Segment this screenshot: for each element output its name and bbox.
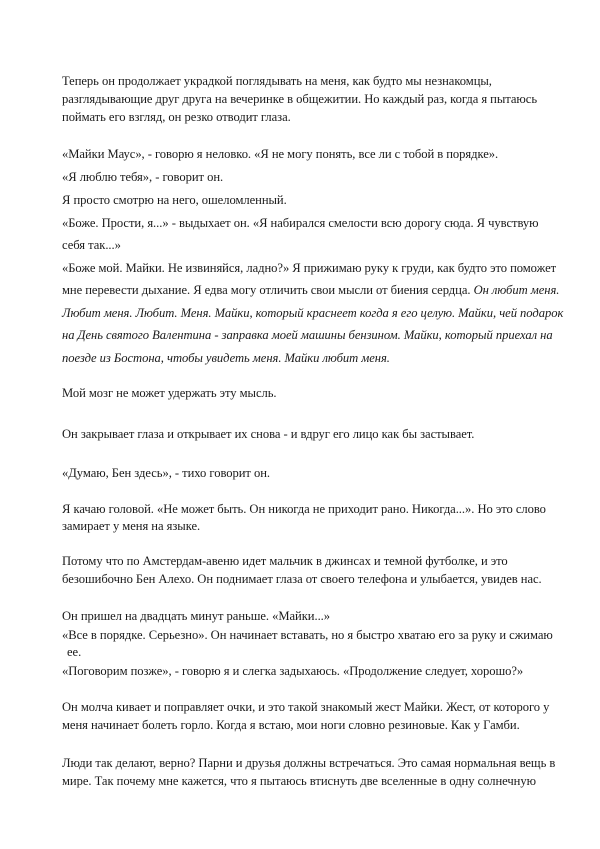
text-line: «Майки Маус», - говорю я неловко. «Я не могу понять, все ли с тобой в порядке». [62,147,499,161]
text-line: безошибочно Бен Алехо. Он поднимает глаза от своего телефона и улыбается, увидев нас. [62,572,542,586]
text-line: Теперь он продолжает украдкой поглядывать на меня, как будто мы незнакомцы, [62,74,492,88]
text-line: «Боже. Прости, я...» - выдыхает он. «Я набирался смелости всю дорогу сюда. Я чувствую [62,216,539,230]
text-line [62,306,563,321]
text-line: Мой мозг не может удержать эту мысль. [62,386,277,400]
text-line: ее. [67,645,82,659]
text-line: Он молча кивает и поправляет очки, и это такой знакомый жест Майки. Жест, от которого у [62,700,550,714]
text-line: меня начинает болеть горло. Когда я встаю, мои ноги словно резиновые. Как у Гамби. [62,718,520,732]
text-line: «Поговорим позже», - говорю я и слегка задыхаюсь. «Продолжение следует, хорошо?» [62,664,524,678]
text-line: замирает у меня на языке. [62,519,201,533]
text-line: «Я люблю тебя», - говорит он. [62,170,224,184]
text-line: «Боже мой. Майки. Не извиняйся, ладно?» Я прижимаю руку к груди, как будто это поможет [62,261,557,275]
text-span: мне перевести дыхание. Я едва могу отличить свои мысли от биения сердца. [62,283,471,297]
text-line: Я просто смотрю на него, ошеломленный. [62,193,287,207]
text-line: «Думаю, Бен здесь», - тихо говорит он. [62,466,271,480]
text-line [62,328,553,343]
italic-span: на День святого Валентина - заправка моей машины бензином. Майки, который приехал на [62,328,553,342]
text-line: поймать его взгляд, он резко отводит глаза. [62,110,291,124]
text-line: «Все в порядке. Серьезно». Он начинает вставать, но я быстро хватаю его за руку и сжимаю [62,628,553,642]
text-line: Он закрывает глаза и открывает их снова - и вдруг его лицо как бы застывает. [62,427,475,441]
text-line: мире. Так почему мне кажется, что я пытаюсь втиснуть две вселенные в одну солнечную [62,774,536,788]
text-line [62,283,559,298]
text-line: Я качаю головой. «Не может быть. Он никогда не приходит рано. Никогда...». Но это слово [62,502,546,516]
italic-span: Любит меня. Любит. Меня. Майки, который краснеет когда я его целую. Майки, чей подарок [62,306,564,320]
text-line: Он пришел на двадцать минут раньше. «Майки...» [62,609,331,623]
text-line: себя так...» [62,238,121,252]
text-line: Потому что по Амстердам-авеню идет мальчик в джинсах и темной футболке, и это [62,554,508,568]
italic-span: Он любит меня. [473,283,560,297]
text-line [62,351,390,366]
text-line: разглядывающие друг друга на вечеринке в общежитии. Но каждый раз, когда я пытаюсь [62,92,538,106]
text-line: Люди так делают, верно? Парни и друзья должны встречаться. Это самая нормальная вещь в [62,756,556,770]
italic-span: поезде из Бостона, чтобы увидеть меня. Майки любит меня. [62,351,390,365]
